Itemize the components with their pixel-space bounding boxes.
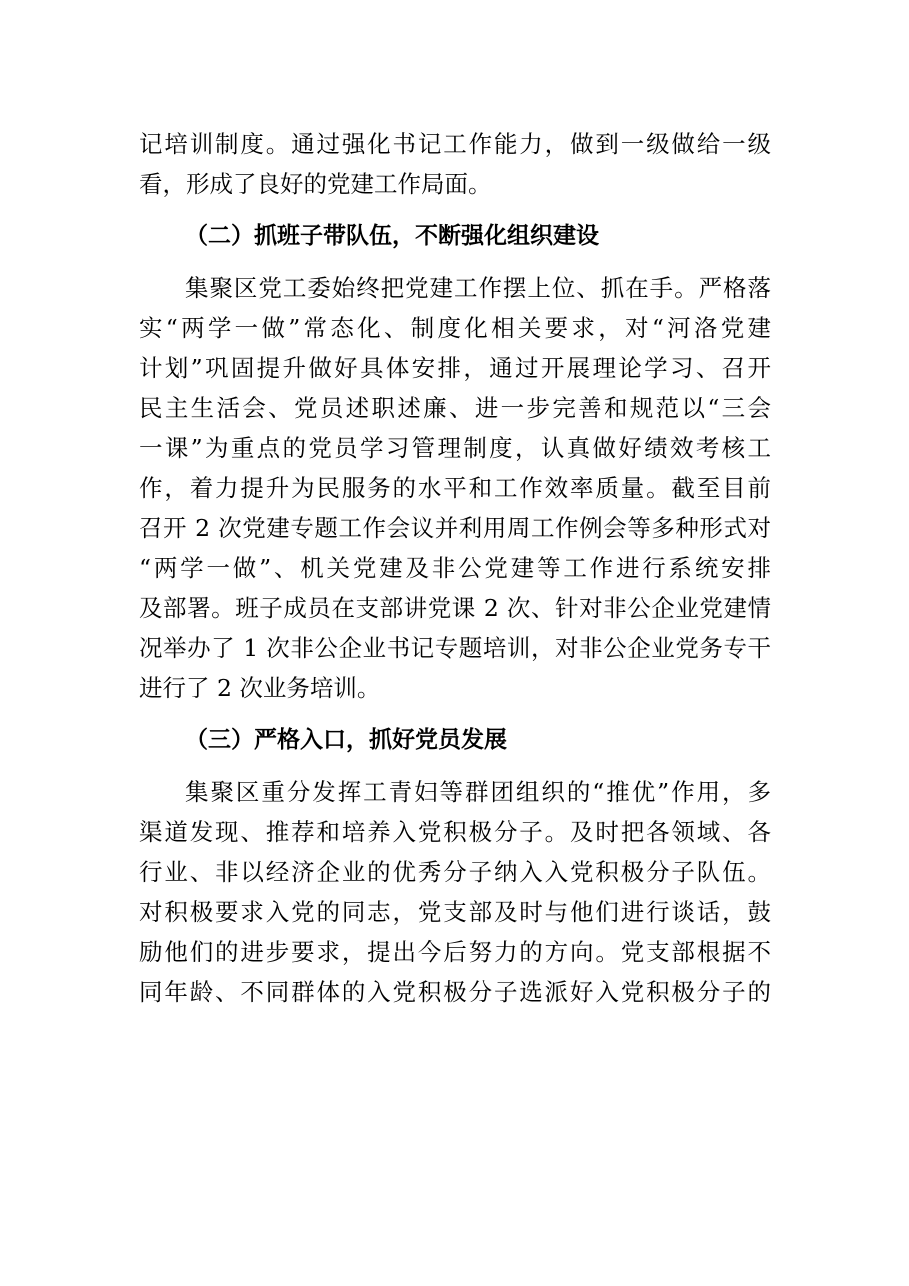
paragraph-line: 计划”巩固提升做好具体安排，通过开展理论学习、召开 — [139, 354, 771, 382]
paragraph-2 — [139, 268, 771, 708]
paragraph-line: 民主生活会、党员述职述廉、进一步完善和规范以“三会 — [139, 394, 771, 422]
paragraph-line: 进行了 2 次业务培训。 — [139, 674, 381, 702]
document-page — [139, 124, 771, 1012]
paragraph-line: 召开 2 次党建专题工作会议并利用周工作例会等多种形式对 — [139, 514, 771, 542]
paragraph-line: 行业、非以经济企业的优秀分子纳入入党积极分子队伍。 — [139, 858, 771, 886]
paragraph-line: 渠道发现、推荐和培养入党积极分子。及时把各领域、各 — [139, 818, 771, 846]
paragraph-line: 一课”为重点的党员学习管理制度，认真做好绩效考核工 — [139, 434, 771, 462]
paragraph-1 — [139, 124, 771, 204]
paragraph-line: 实“两学一做”常态化、制度化相关要求，对“河洛党建 — [139, 314, 771, 342]
paragraph-line: 励他们的进步要求，提出今后努力的方向。党支部根据不 — [139, 938, 771, 966]
paragraph-3 — [139, 772, 771, 1012]
paragraph-line: 记培训制度。通过强化书记工作能力，做到一级做给一级 — [139, 130, 771, 158]
paragraph-line: 及部署。班子成员在支部讲党课 2 次、针对非公企业党建情 — [139, 594, 771, 622]
section-heading-2: （二）抓班子带队伍，不断强化组织建设 — [185, 222, 599, 249]
paragraph-line: 对积极要求入党的同志，党支部及时与他们进行谈话，鼓 — [139, 898, 771, 926]
paragraph-line: “两学一做”、机关党建及非公党建等工作进行系统安排 — [139, 554, 771, 582]
paragraph-line: 作，着力提升为民服务的水平和工作效率质量。截至目前 — [139, 474, 771, 502]
paragraph-line: 况举办了 1 次非公企业书记专题培训，对非公企业党务专干 — [139, 634, 771, 662]
paragraph-line: 集聚区党工委始终把党建工作摆上位、抓在手。严格落 — [185, 274, 771, 302]
paragraph-line: 看，形成了良好的党建工作局面。 — [139, 170, 492, 198]
paragraph-line: 集聚区重分发挥工青妇等群团组织的“推优”作用，多 — [185, 778, 771, 806]
section-heading-3: （三）严格入口，抓好党员发展 — [185, 726, 507, 753]
paragraph-line: 同年龄、不同群体的入党积极分子选派好入党积极分子的 — [139, 978, 771, 1006]
